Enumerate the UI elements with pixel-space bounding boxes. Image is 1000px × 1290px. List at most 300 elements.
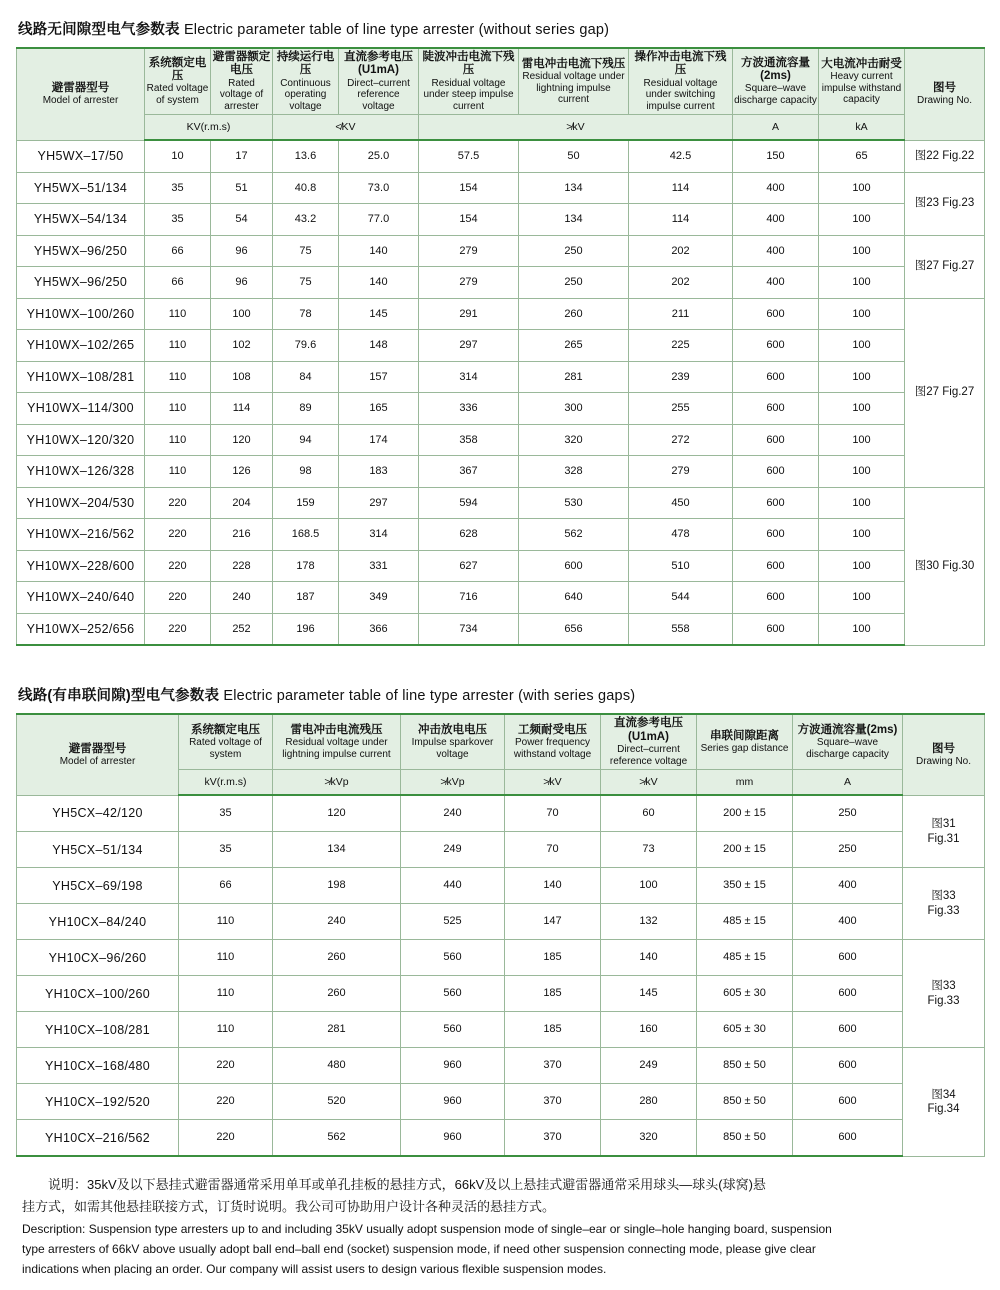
- cell-value: 314: [339, 519, 419, 551]
- cell-value: 185: [505, 1012, 601, 1048]
- cell-value: 134: [519, 172, 629, 204]
- cell-value: 600: [733, 582, 819, 614]
- cell-model: YH10CX–96/260: [17, 940, 179, 976]
- cell-value: 240: [211, 582, 273, 614]
- cell-value: 174: [339, 424, 419, 456]
- cell-value: 250: [793, 832, 903, 868]
- cell-value: 204: [211, 487, 273, 519]
- drawing-no-en: Fig.33: [927, 994, 960, 1007]
- cell-value: 600: [733, 330, 819, 362]
- cell-value: 328: [519, 456, 629, 488]
- cell-model: YH10CX–168/480: [17, 1048, 179, 1084]
- cell-value: 110: [179, 1012, 273, 1048]
- cell-value: 560: [401, 1012, 505, 1048]
- th-steep-impulse-residual: 陡波冲击电流下残压 Residual voltage under steep impulse current: [419, 48, 519, 115]
- cell-value: 300: [519, 393, 629, 425]
- cell-value: 35: [145, 172, 211, 204]
- cell-value: 35: [179, 832, 273, 868]
- cell-value: 960: [401, 1084, 505, 1120]
- cell-value: 100: [819, 487, 905, 519]
- cell-value: 65: [819, 140, 905, 172]
- cell-drawing-no: 图23 Fig.23: [905, 172, 985, 235]
- cell-value: 220: [179, 1048, 273, 1084]
- cell-model: YH10WX–102/265: [17, 330, 145, 362]
- cell-value: 100: [819, 582, 905, 614]
- cell-value: 57.5: [419, 140, 519, 172]
- description-en-line2: type arresters of 66kV above usually adopt ball end–ball end (socket) suspension mode, if need other suspension connecting mode, please give clear: [22, 1241, 816, 1256]
- drawing-no-en: Fig.31: [927, 832, 960, 845]
- cell-value: 43.2: [273, 204, 339, 236]
- cell-value: 600: [733, 393, 819, 425]
- cell-value: 252: [211, 613, 273, 645]
- cell-value: 77.0: [339, 204, 419, 236]
- table2-title-cn: 线路(有串联间隙)型电气参数表: [18, 688, 220, 705]
- cell-value: 485 ± 15: [697, 904, 793, 940]
- cell-value: 250: [519, 235, 629, 267]
- th-dc-reference-voltage: 直流参考电压(U1mA) Direct–current reference voltage: [339, 48, 419, 115]
- cell-value: 600: [519, 550, 629, 582]
- cell-value: 100: [819, 519, 905, 551]
- table-row: [17, 582, 985, 614]
- cell-value: 440: [401, 868, 505, 904]
- cell-value: 84: [273, 361, 339, 393]
- cell-value: 89: [273, 393, 339, 425]
- cell-value: 25.0: [339, 140, 419, 172]
- cell-value: 114: [211, 393, 273, 425]
- cell-value: 560: [401, 940, 505, 976]
- cell-value: 605 ± 30: [697, 1012, 793, 1048]
- cell-value: 60: [601, 795, 697, 832]
- cell-drawing-no: 图27 Fig.27: [905, 235, 985, 298]
- cell-value: 160: [601, 1012, 697, 1048]
- cell-value: 320: [519, 424, 629, 456]
- cell-value: 140: [601, 940, 697, 976]
- cell-value: 250: [793, 795, 903, 832]
- cell-value: 96: [211, 267, 273, 299]
- cell-value: 108: [211, 361, 273, 393]
- cell-value: 200 ± 15: [697, 832, 793, 868]
- cell-value: 35: [145, 204, 211, 236]
- table-row: [17, 1084, 985, 1120]
- cell-value: 239: [629, 361, 733, 393]
- drawing-no-cn: 图33: [931, 890, 956, 903]
- cell-value: 134: [273, 832, 401, 868]
- cell-value: 560: [401, 976, 505, 1012]
- cell-model: YH10CX–100/260: [17, 976, 179, 1012]
- cell-model: YH10WX–204/530: [17, 487, 145, 519]
- th-drawing-no: 图号 Drawing No.: [905, 48, 985, 140]
- table-row: [17, 267, 985, 299]
- cell-value: 716: [419, 582, 519, 614]
- cell-value: 260: [273, 940, 401, 976]
- unit-kv-rms: KV(r.m.s): [145, 115, 273, 141]
- cell-value: 544: [629, 582, 733, 614]
- cell-value: 100: [819, 393, 905, 425]
- cell-value: 265: [519, 330, 629, 362]
- table-row: [17, 1012, 985, 1048]
- cell-value: 145: [339, 298, 419, 330]
- cell-value: 525: [401, 904, 505, 940]
- cell-value: 157: [339, 361, 419, 393]
- th2-rated-voltage-system: 系统额定电压 Rated voltage of system: [179, 714, 273, 769]
- cell-value: 75: [273, 235, 339, 267]
- cell-value: 140: [505, 868, 601, 904]
- cell-value: 600: [793, 1012, 903, 1048]
- cell-value: 220: [145, 487, 211, 519]
- cell-value: 79.6: [273, 330, 339, 362]
- cell-value: 100: [819, 456, 905, 488]
- table2-title-en: Electric parameter table of line type arrester (with series gaps): [223, 688, 636, 705]
- cell-value: 200 ± 15: [697, 795, 793, 832]
- cell-value: 96: [211, 235, 273, 267]
- th-lightning-impulse-residual: 雷电冲击电流下残压 Residual voltage under lightning impulse current: [519, 48, 629, 115]
- cell-value: 228: [211, 550, 273, 582]
- unit2-kvp-sparkover: ≯kVp: [401, 770, 505, 796]
- cell-value: 202: [629, 235, 733, 267]
- cell-value: 145: [601, 976, 697, 1012]
- cell-value: 279: [419, 235, 519, 267]
- cell-value: 249: [601, 1048, 697, 1084]
- cell-model: YH5WX–51/134: [17, 172, 145, 204]
- cell-value: 13.6: [273, 140, 339, 172]
- cell-value: 225: [629, 330, 733, 362]
- cell-value: 110: [145, 361, 211, 393]
- cell-value: 187: [273, 582, 339, 614]
- cell-value: 100: [601, 868, 697, 904]
- unit-ampere: A: [733, 115, 819, 141]
- cell-value: 196: [273, 613, 339, 645]
- cell-value: 40.8: [273, 172, 339, 204]
- cell-value: 100: [819, 298, 905, 330]
- cell-model: YH10WX–108/281: [17, 361, 145, 393]
- cell-drawing-no: 图27 Fig.27: [905, 298, 985, 487]
- cell-value: 94: [273, 424, 339, 456]
- cell-value: 600: [733, 613, 819, 645]
- cell-value: 600: [733, 550, 819, 582]
- cell-value: 100: [211, 298, 273, 330]
- table-row: [17, 795, 985, 832]
- cell-value: 220: [145, 550, 211, 582]
- cell-value: 400: [733, 172, 819, 204]
- cell-value: 281: [273, 1012, 401, 1048]
- th2-series-gap-distance: 串联间隙距离 Series gap distance: [697, 714, 793, 769]
- cell-model: YH10CX–108/281: [17, 1012, 179, 1048]
- cell-value: 35: [179, 795, 273, 832]
- cell-value: 220: [145, 613, 211, 645]
- cell-value: 600: [733, 487, 819, 519]
- cell-value: 400: [733, 235, 819, 267]
- table-row: [17, 940, 985, 976]
- cell-model: YH10WX–100/260: [17, 298, 145, 330]
- cell-value: 10: [145, 140, 211, 172]
- drawing-no-en: Fig.34: [927, 1103, 960, 1116]
- cell-value: 216: [211, 519, 273, 551]
- unit-kv-residual: ≯kV: [419, 115, 733, 141]
- cell-value: 70: [505, 795, 601, 832]
- cell-value: 628: [419, 519, 519, 551]
- cell-value: 272: [629, 424, 733, 456]
- cell-value: 281: [519, 361, 629, 393]
- cell-model: YH10WX–228/600: [17, 550, 145, 582]
- cell-value: 202: [629, 267, 733, 299]
- cell-value: 656: [519, 613, 629, 645]
- cell-drawing-no: [903, 1048, 985, 1157]
- table1-header-row: [17, 48, 985, 115]
- table-row: [17, 235, 985, 267]
- cell-value: 70: [505, 832, 601, 868]
- cell-value: 185: [505, 976, 601, 1012]
- description-en-line1: Description: Suspension type arresters up to and including 35kV usually adopt suspension mode of single–ear or single–hole hanging board, suspension: [22, 1221, 832, 1236]
- cell-value: 168.5: [273, 519, 339, 551]
- th-model: 避雷器型号 Model of arrester: [17, 48, 145, 140]
- cell-value: 960: [401, 1048, 505, 1084]
- cell-value: 350 ± 15: [697, 868, 793, 904]
- cell-value: 600: [733, 424, 819, 456]
- cell-value: 110: [145, 456, 211, 488]
- cell-value: 600: [733, 519, 819, 551]
- cell-model: YH5CX–42/120: [17, 795, 179, 832]
- section-spacer: [16, 646, 984, 680]
- cell-value: 600: [733, 456, 819, 488]
- arrester-table-without-gap: [16, 47, 985, 646]
- table-row: [17, 172, 985, 204]
- th-rated-voltage-arrester: 避雷器额定电压 Rated voltage of arrester: [211, 48, 273, 115]
- cell-value: 73: [601, 832, 697, 868]
- cell-value: 66: [145, 267, 211, 299]
- cell-value: 280: [601, 1084, 697, 1120]
- cell-value: 42.5: [629, 140, 733, 172]
- cell-value: 110: [145, 393, 211, 425]
- th2-impulse-sparkover: 冲击放电电压 Impulse sparkover voltage: [401, 714, 505, 769]
- cell-drawing-no: [903, 940, 985, 1048]
- cell-value: 185: [505, 940, 601, 976]
- cell-model: YH10CX–192/520: [17, 1084, 179, 1120]
- cell-value: 450: [629, 487, 733, 519]
- cell-value: 102: [211, 330, 273, 362]
- cell-value: 220: [145, 582, 211, 614]
- cell-value: 120: [273, 795, 401, 832]
- cell-value: 110: [145, 424, 211, 456]
- th2-lightning-impulse-residual: 雷电冲击电流残压 Residual voltage under lightning impulse current: [273, 714, 401, 769]
- unit-kv-dc: ≮KV: [273, 115, 419, 141]
- table1-title-en: Electric parameter table of line type arrester (without series gap): [183, 22, 610, 38]
- cell-value: 510: [629, 550, 733, 582]
- cell-value: 154: [419, 204, 519, 236]
- cell-value: 600: [793, 940, 903, 976]
- table-row: [17, 1120, 985, 1157]
- cell-value: 485 ± 15: [697, 940, 793, 976]
- th2-square-wave-capacity: 方波通流容量(2ms) Square–wave discharge capacity: [793, 714, 903, 769]
- unit2-mm: mm: [697, 770, 793, 796]
- arrester-table-with-gap: [16, 713, 985, 1157]
- table-row: [17, 487, 985, 519]
- unit2-ampere: A: [793, 770, 903, 796]
- cell-value: 110: [145, 298, 211, 330]
- cell-value: 150: [733, 140, 819, 172]
- cell-model: YH5CX–69/198: [17, 868, 179, 904]
- table-row: [17, 904, 985, 940]
- cell-model: YH10WX–252/656: [17, 613, 145, 645]
- table1-body: [17, 140, 985, 645]
- cell-value: 165: [339, 393, 419, 425]
- cell-value: 211: [629, 298, 733, 330]
- table-row: [17, 832, 985, 868]
- table-row: [17, 361, 985, 393]
- cell-value: 126: [211, 456, 273, 488]
- cell-value: 260: [273, 976, 401, 1012]
- unit2-kvp-residual: ≯kVp: [273, 770, 401, 796]
- table-row: [17, 456, 985, 488]
- th-continuous-operating-voltage: 持续运行电压 Continuous operating voltage: [273, 48, 339, 115]
- cell-value: 110: [179, 904, 273, 940]
- cell-value: 478: [629, 519, 733, 551]
- cell-model: YH5CX–51/134: [17, 832, 179, 868]
- cell-value: 331: [339, 550, 419, 582]
- cell-model: YH5WX–17/50: [17, 140, 145, 172]
- unit2-kv-power-freq: ≯kV: [505, 770, 601, 796]
- table1-title: [18, 18, 984, 39]
- th2-power-frequency-withstand: 工频耐受电压 Power frequency withstand voltage: [505, 714, 601, 769]
- cell-model: YH10WX–114/300: [17, 393, 145, 425]
- cell-value: 600: [733, 361, 819, 393]
- cell-value: 562: [519, 519, 629, 551]
- cell-value: 110: [145, 330, 211, 362]
- cell-value: 17: [211, 140, 273, 172]
- cell-value: 100: [819, 613, 905, 645]
- cell-model: YH10WX–120/320: [17, 424, 145, 456]
- cell-value: 154: [419, 172, 519, 204]
- cell-value: 367: [419, 456, 519, 488]
- cell-value: 366: [339, 613, 419, 645]
- cell-value: 110: [179, 976, 273, 1012]
- cell-value: 100: [819, 424, 905, 456]
- cell-model: YH5WX–96/250: [17, 235, 145, 267]
- cell-value: 140: [339, 267, 419, 299]
- cell-value: 147: [505, 904, 601, 940]
- cell-value: 279: [629, 456, 733, 488]
- unit2-kv-dc: ≯kV: [601, 770, 697, 796]
- table2-title: [18, 684, 984, 705]
- cell-value: 314: [419, 361, 519, 393]
- cell-value: 520: [273, 1084, 401, 1120]
- cell-model: YH10CX–216/562: [17, 1120, 179, 1157]
- cell-value: 114: [629, 172, 733, 204]
- description-en-line3: indications when placing an order. Our company will assist users to design various flexible suspension modes.: [22, 1261, 607, 1276]
- cell-value: 98: [273, 456, 339, 488]
- cell-value: 336: [419, 393, 519, 425]
- table1-title-cn: 线路无间隙型电气参数表: [18, 22, 180, 38]
- drawing-no-cn: 图34: [931, 1088, 956, 1101]
- cell-value: 320: [601, 1120, 697, 1157]
- table-row: [17, 140, 985, 172]
- table-row: [17, 298, 985, 330]
- cell-value: 100: [819, 330, 905, 362]
- cell-value: 132: [601, 904, 697, 940]
- cell-value: 291: [419, 298, 519, 330]
- cell-value: 260: [519, 298, 629, 330]
- description-block: [16, 1175, 984, 1277]
- cell-value: 370: [505, 1084, 601, 1120]
- cell-value: 78: [273, 298, 339, 330]
- cell-value: 66: [145, 235, 211, 267]
- cell-value: 220: [179, 1120, 273, 1157]
- cell-value: 100: [819, 267, 905, 299]
- table-row: [17, 424, 985, 456]
- cell-value: 370: [505, 1048, 601, 1084]
- th2-model: 避雷器型号 Model of arrester: [17, 714, 179, 795]
- cell-value: 148: [339, 330, 419, 362]
- cell-value: 178: [273, 550, 339, 582]
- cell-value: 558: [629, 613, 733, 645]
- cell-value: 297: [419, 330, 519, 362]
- cell-value: 960: [401, 1120, 505, 1157]
- cell-value: 734: [419, 613, 519, 645]
- cell-value: 400: [733, 204, 819, 236]
- cell-value: 75: [273, 267, 339, 299]
- cell-value: 249: [401, 832, 505, 868]
- cell-model: YH5WX–54/134: [17, 204, 145, 236]
- cell-model: YH10WX–240/640: [17, 582, 145, 614]
- cell-value: 54: [211, 204, 273, 236]
- cell-value: 400: [733, 267, 819, 299]
- table-row: [17, 330, 985, 362]
- cell-value: 73.0: [339, 172, 419, 204]
- th-switching-impulse-residual: 操作冲击电流下残压 Residual voltage under switching impulse current: [629, 48, 733, 115]
- drawing-no-cn: 图33: [931, 980, 956, 993]
- cell-value: 400: [793, 868, 903, 904]
- cell-value: 100: [819, 204, 905, 236]
- cell-value: 600: [793, 1120, 903, 1157]
- cell-value: 120: [211, 424, 273, 456]
- cell-value: 140: [339, 235, 419, 267]
- cell-drawing-no: [903, 795, 985, 868]
- table-row: [17, 550, 985, 582]
- cell-value: 640: [519, 582, 629, 614]
- cell-drawing-no: 图22 Fig.22: [905, 140, 985, 172]
- cell-value: 66: [179, 868, 273, 904]
- cell-value: 562: [273, 1120, 401, 1157]
- cell-value: 530: [519, 487, 629, 519]
- cell-model: YH10WX–216/562: [17, 519, 145, 551]
- table-row: [17, 613, 985, 645]
- cell-value: 100: [819, 172, 905, 204]
- table-row: [17, 519, 985, 551]
- cell-value: 480: [273, 1048, 401, 1084]
- cell-value: 297: [339, 487, 419, 519]
- table1-unit-row: [17, 115, 985, 141]
- cell-value: 594: [419, 487, 519, 519]
- drawing-no-cn: 图31: [931, 818, 956, 831]
- cell-value: 349: [339, 582, 419, 614]
- cell-value: 220: [145, 519, 211, 551]
- description-cn-line1: 说明：35kV及以下悬挂式避雷器通常采用单耳或单孔挂板的悬挂方式，66kV及以上悬挂式避雷器通常采用球头—球头(球窝)悬: [48, 1177, 766, 1193]
- cell-value: 600: [793, 1084, 903, 1120]
- cell-value: 255: [629, 393, 733, 425]
- description-cn-line2: 挂方式，如需其他悬挂联接方式，订货时说明。我公司可协助用户设计各种灵活的悬挂方式。: [22, 1199, 556, 1215]
- cell-value: 50: [519, 140, 629, 172]
- cell-value: 850 ± 50: [697, 1120, 793, 1157]
- th-rated-voltage-system: 系统额定电压 Rated voltage of system: [145, 48, 211, 115]
- cell-value: 134: [519, 204, 629, 236]
- cell-value: 600: [733, 298, 819, 330]
- cell-value: 240: [401, 795, 505, 832]
- cell-model: YH10CX–84/240: [17, 904, 179, 940]
- th-square-wave-capacity: 方波通流容量(2ms) Square–wave discharge capacity: [733, 48, 819, 115]
- table-row: [17, 204, 985, 236]
- cell-value: 279: [419, 267, 519, 299]
- cell-value: 100: [819, 235, 905, 267]
- th-heavy-current-withstand: 大电流冲击耐受 Heavy current impulse withstand capacity: [819, 48, 905, 115]
